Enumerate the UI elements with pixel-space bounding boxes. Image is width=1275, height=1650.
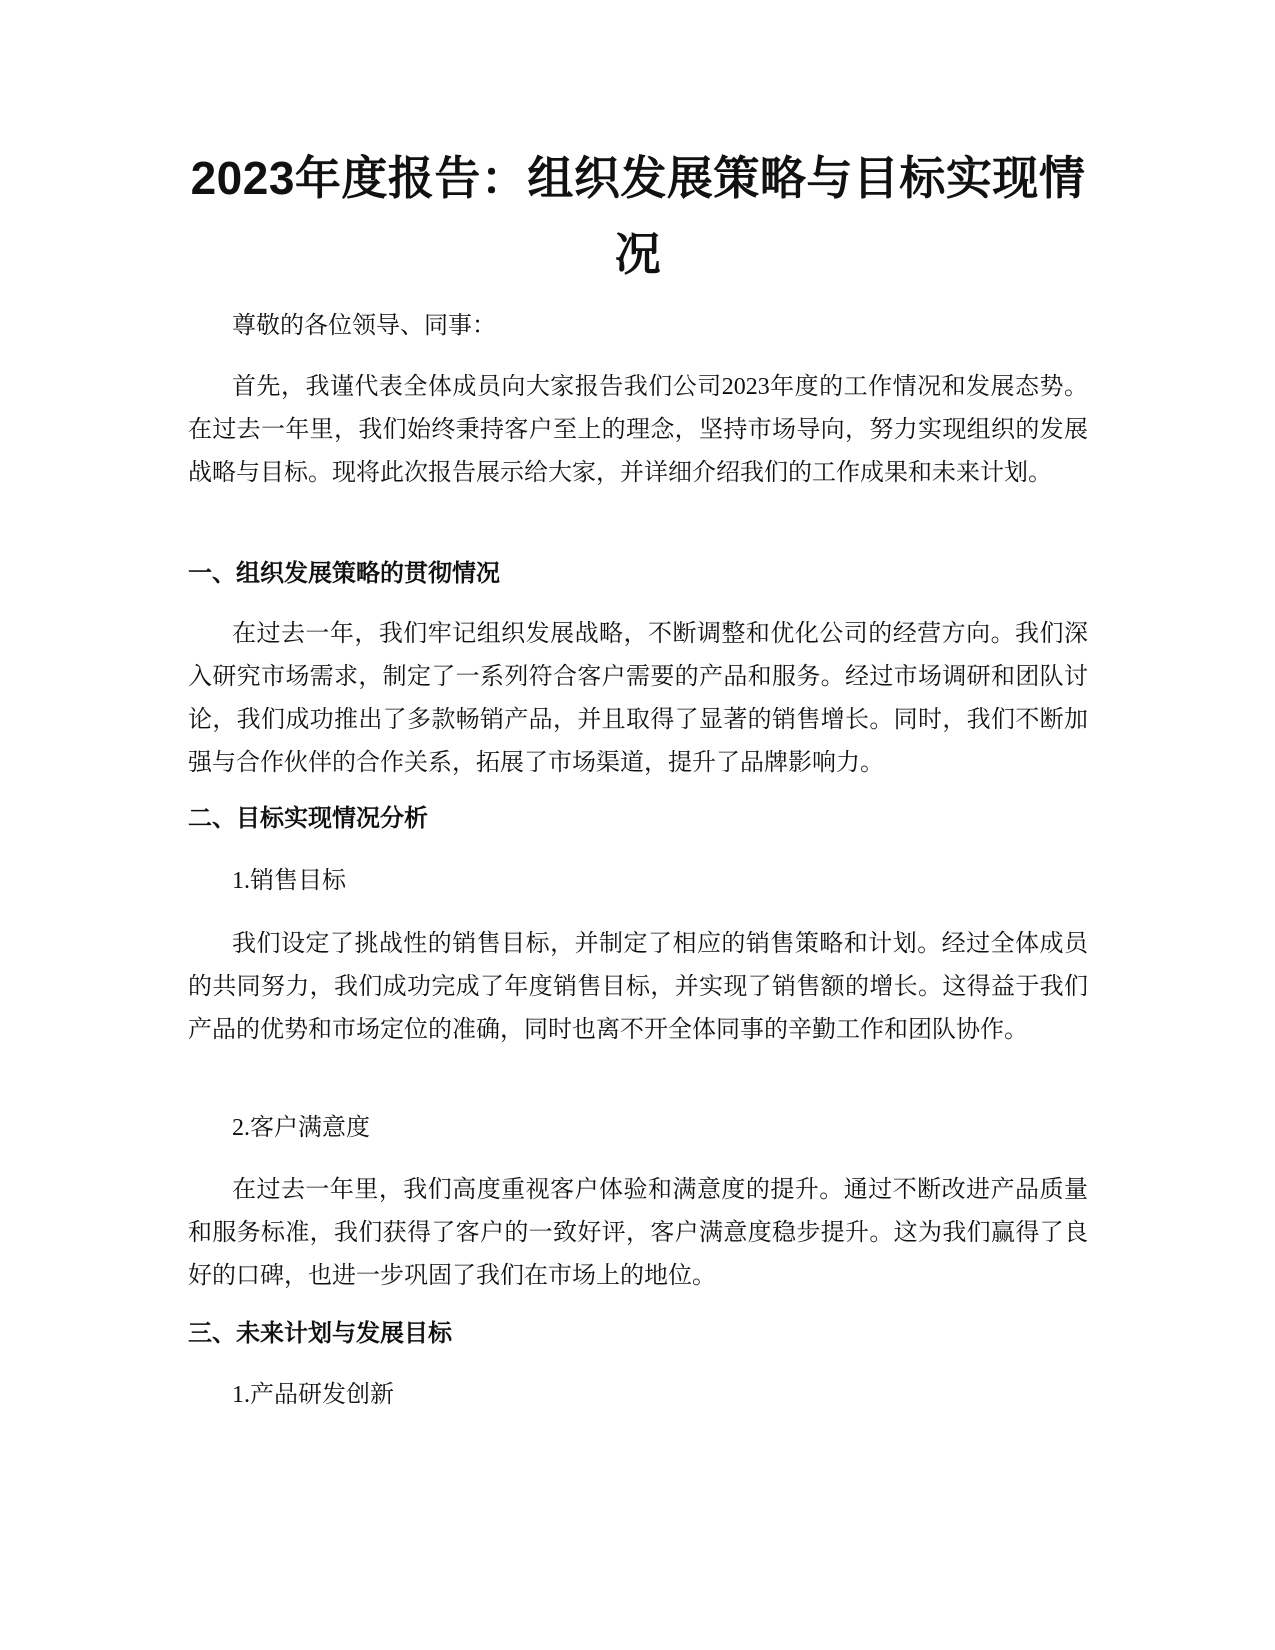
intro-paragraph: 首先，我谨代表全体成员向大家报告我们公司2023年度的工作情况和发展态势。在过去一年里，我们始终秉持客户至上的理念，坚持市场导向，努力实现组织的发展战略与目标。现将此次报告展示给大家，并详细介绍我们的工作成果和未来计划。: [188, 374, 1088, 486]
section3-sub1-title: 1.产品研发创新: [232, 1382, 394, 1408]
section3-heading: 三、未来计划与发展目标: [188, 1320, 452, 1347]
section2-sub2-title: 2.客户满意度: [232, 1115, 370, 1141]
section1-body: 在过去一年，我们牢记组织发展战略，不断调整和优化公司的经营方向。我们深入研究市场需求，制定了一系列符合客户需要的产品和服务。经过市场调研和团队讨论，我们成功推出了多款畅销产品，并且取得了显著的销售增长。同时，我们不断加强与合作伙伴的合作关系，拓展了市场渠道，提升了品牌影响力。: [188, 621, 1088, 776]
document-page: [188, 0, 1088, 1650]
section2-heading: 二、目标实现情况分析: [188, 805, 428, 832]
document-title: 2023年度报告：组织发展策略与目标实现情况: [190, 152, 1086, 280]
section2-sub2-body: 在过去一年里，我们高度重视客户体验和满意度的提升。通过不断改进产品质量和服务标准，我们获得了客户的一致好评，客户满意度稳步提升。这为我们赢得了良好的口碑，也进一步巩固了我们在市场上的地位。: [188, 1177, 1088, 1289]
salutation: 尊敬的各位领导、同事：: [232, 313, 496, 339]
section2-sub1-body: 我们设定了挑战性的销售目标，并制定了相应的销售策略和计划。经过全体成员的共同努力，我们成功完成了年度销售目标，并实现了销售额的增长。这得益于我们产品的优势和市场定位的准确，同时也离不开全体同事的辛勤工作和团队协作。: [188, 931, 1088, 1043]
section1-heading: 一、组织发展策略的贯彻情况: [188, 560, 500, 587]
section2-sub1-title: 1.销售目标: [232, 868, 346, 894]
